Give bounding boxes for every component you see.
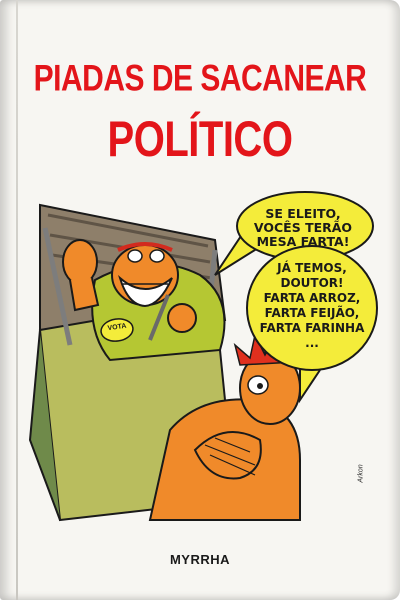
speech-line: JÁ TEMOS,: [277, 261, 347, 275]
speech-line: FARTA FARINHA: [259, 321, 365, 335]
speech-text-citizen: [254, 261, 370, 351]
speech-line: FARTA ARROZ,: [263, 291, 361, 305]
title-line-1: PIADAS DE SACANEAR: [33, 57, 367, 99]
speech-line: FARTA FEIJÃO,: [264, 306, 360, 320]
title-line-2: POLÍTICO: [107, 112, 293, 168]
artist-signature: Arkon: [357, 464, 365, 483]
publisher-logo: MYRRHA: [169, 552, 231, 567]
speech-text-politician: SE ELEITO, VOCÊS TERÃO MESA FARTA!: [253, 206, 353, 249]
vote-badge-label: VOTA: [107, 322, 127, 333]
speech-line: ...: [305, 336, 319, 350]
speech-line: DOUTOR!: [280, 276, 344, 290]
